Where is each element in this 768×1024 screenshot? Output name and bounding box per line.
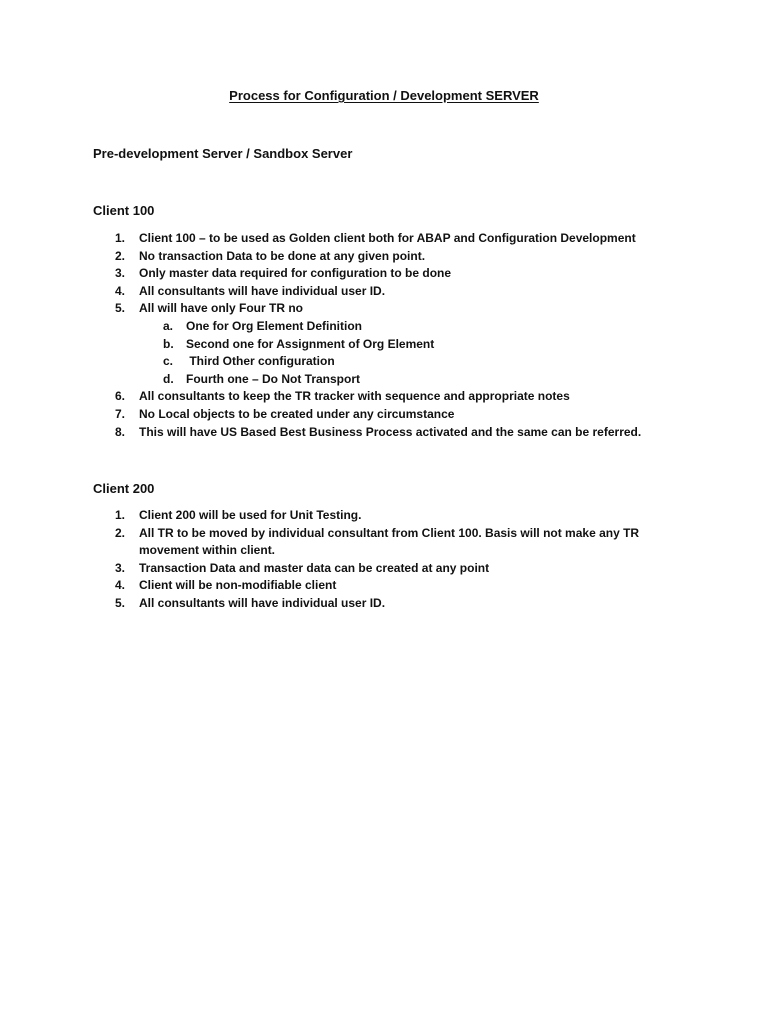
list-item xyxy=(0,300,641,388)
list-item xyxy=(0,577,649,595)
list-item-text: All will have only Four TR no xyxy=(139,301,304,316)
list-item-number: 2. xyxy=(115,248,126,263)
section-subtitle: Pre-development Server / Sandbox Server xyxy=(93,146,353,161)
list-item-text: Client 200 will be used for Unit Testing. xyxy=(139,508,362,522)
list-item-text: This will have US Based Best Business Process activated and the same can be referred. xyxy=(139,424,642,439)
list-item xyxy=(0,595,649,613)
list-item-number: 1. xyxy=(115,231,126,245)
list-item xyxy=(0,388,641,406)
list-item xyxy=(0,230,641,248)
list-item-number: 7. xyxy=(115,406,126,421)
list-item xyxy=(0,424,641,442)
list-item-text: Transaction Data and master data can be created at any point xyxy=(139,560,490,575)
sublist-item-letter: d. xyxy=(163,371,174,386)
sublist-item-text: One for Org Element Definition xyxy=(186,318,363,333)
sublist-item xyxy=(163,318,641,336)
list-item-number: 5. xyxy=(115,301,126,316)
tr-sublist xyxy=(139,318,641,388)
list-item-number: 4. xyxy=(115,578,126,593)
sublist-item xyxy=(163,353,641,371)
list-item xyxy=(0,560,649,578)
sublist-item-text: Third Other configuration xyxy=(186,354,335,369)
list-item-text: Only master data required for configuration to be done xyxy=(139,266,452,281)
sublist-item xyxy=(163,371,641,389)
sublist-item-letter: a. xyxy=(163,318,174,333)
list-item xyxy=(0,507,649,525)
sublist-item-text: Second one for Assignment of Org Element xyxy=(186,336,435,351)
list-item-number: 1. xyxy=(115,508,126,522)
list-item-number: 8. xyxy=(115,424,126,439)
list-item-text: No Local objects to be created under any circumstance xyxy=(139,406,455,421)
sublist-item-letter: b. xyxy=(163,336,174,351)
list-item-text: Client will be non-modifiable client xyxy=(139,578,337,593)
document-title: Process for Configuration / Development SERVER xyxy=(229,88,539,103)
list-item-number: 5. xyxy=(115,595,126,610)
list-item-text: Client 100 – to be used as Golden client both for ABAP and Configuration Development xyxy=(139,231,636,245)
list-item-number: 3. xyxy=(115,560,126,575)
sublist-item-text: Fourth one – Do Not Transport xyxy=(186,371,360,386)
client-200-heading: Client 200 xyxy=(93,481,155,496)
list-item-text: All consultants will have individual user ID. xyxy=(139,595,386,610)
client-200-list xyxy=(0,507,649,613)
list-item xyxy=(0,406,641,424)
sublist-item-letter: c. xyxy=(163,354,174,369)
list-item-text: All consultants to keep the TR tracker with sequence and appropriate notes xyxy=(139,389,570,404)
sublist-item xyxy=(163,336,641,354)
list-item xyxy=(0,525,649,560)
list-item-number: 6. xyxy=(115,389,126,404)
client-100-heading: Client 100 xyxy=(93,203,155,218)
list-item xyxy=(0,248,641,266)
list-item-number: 3. xyxy=(115,266,126,281)
list-item-text: All TR to be moved by individual consultant from Client 100. Basis will not make any TR movement within client. xyxy=(139,525,640,558)
list-item-text: All consultants will have individual user ID. xyxy=(139,283,386,298)
client-100-list xyxy=(0,230,641,441)
list-item-number: 2. xyxy=(115,525,126,540)
list-item xyxy=(0,265,641,283)
list-item-text: No transaction Data to be done at any given point. xyxy=(139,248,426,263)
list-item-number: 4. xyxy=(115,283,126,298)
list-item xyxy=(0,283,641,301)
